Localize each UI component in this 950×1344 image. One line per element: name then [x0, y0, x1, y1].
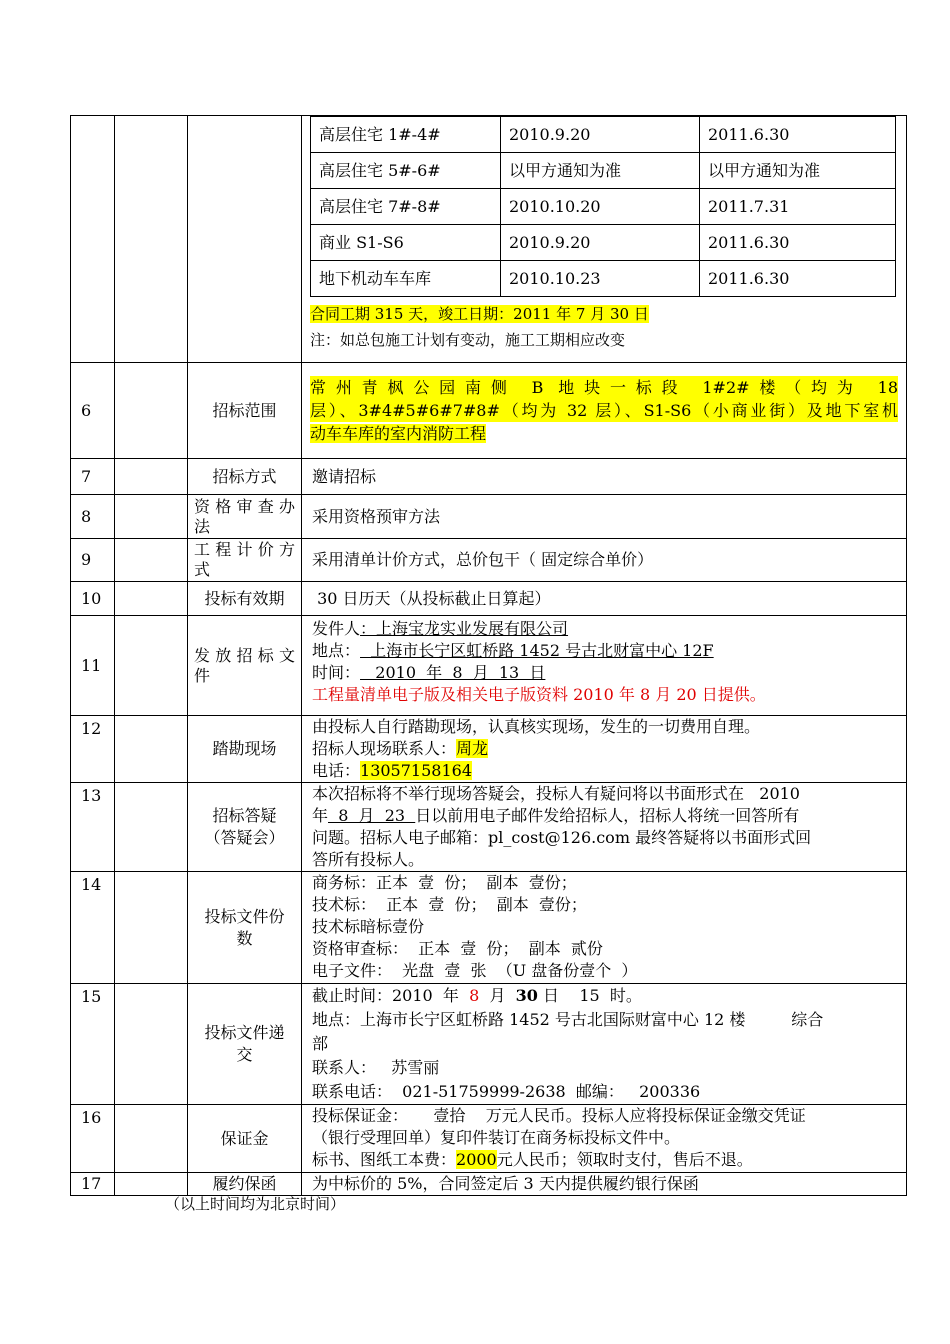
- blank-cell: [115, 495, 188, 539]
- row-label: [188, 872, 302, 984]
- building-name: 高层住宅 7#-8#: [311, 189, 501, 225]
- issuer-label: 发件人: [312, 619, 361, 638]
- row-deposit: [71, 1105, 907, 1173]
- label-line-1: 发放招标文: [194, 645, 295, 665]
- row-value: [302, 872, 907, 984]
- schedule-row-2: [311, 153, 896, 189]
- label-line-2: （答疑会）: [204, 828, 285, 847]
- row-label: 履约保函: [188, 1173, 302, 1196]
- row-number: 7: [71, 459, 115, 495]
- row-bid-method: [71, 459, 907, 495]
- building-name: 商业 S1-S6: [311, 225, 501, 261]
- label-line-2: 件: [194, 665, 211, 685]
- row-label: [188, 616, 302, 716]
- blank-cell: [115, 116, 188, 363]
- row-number: 16: [71, 1105, 115, 1173]
- row-site-visit: [71, 716, 907, 783]
- row-value: [302, 783, 907, 872]
- end-date: 2011.6.30: [700, 117, 896, 153]
- deposit-line-1: 投标保证金： 壹拾 万元人民币。投标人应将投标保证金缴交凭证: [312, 1106, 806, 1125]
- phone-label: 电话：: [312, 761, 361, 780]
- start-date: 2010.9.20: [501, 225, 700, 261]
- deadline-month: 8: [469, 986, 480, 1005]
- blank-cell: [115, 539, 188, 582]
- fee-amount: 2000: [456, 1150, 497, 1169]
- contact-phone: 13057158164: [360, 761, 472, 780]
- row-value: [302, 616, 907, 716]
- row-label: 踏勘现场: [188, 716, 302, 783]
- row-value: [302, 984, 907, 1105]
- start-date: 2010.10.23: [501, 261, 700, 297]
- num-cell: [71, 116, 115, 363]
- label-line-2: 法: [194, 516, 211, 536]
- row-number: 10: [71, 582, 115, 616]
- scope-line-2: 层）、3#4#5#6#7#8#（均为 32 层）、S1-S6（小商业街）及地下室机: [310, 401, 898, 420]
- start-date: 2010.10.20: [501, 189, 700, 225]
- row-value: 采用资格预审方法: [302, 495, 907, 539]
- blank-cell: [115, 582, 188, 616]
- blank-cell: [115, 872, 188, 984]
- site-visit-text: 由投标人自行踏勘现场，认真核实现场，发生的一切费用自理。: [312, 717, 761, 736]
- end-date: 以甲方通知为准: [700, 153, 896, 189]
- submission-contact: 联系人： 苏雪丽: [312, 1058, 440, 1077]
- copies-line: 技术标： 正本 壹 份； 副本 壹份；: [312, 895, 587, 914]
- row-label: [188, 539, 302, 582]
- row-value: [302, 716, 907, 783]
- bid-info-table: [70, 115, 907, 1196]
- blank-cell: [115, 783, 188, 872]
- row-bid-scope: [71, 363, 907, 459]
- label-line-1: 资格审查办: [194, 496, 295, 516]
- blank-cell: [115, 459, 188, 495]
- submission-address: 地点：上海市长宁区虹桥路 1452 号古北国际财富中心 12 楼 综合: [312, 1010, 824, 1029]
- row-value: 30 日历天（从投标截止日算起）: [302, 582, 907, 616]
- row-validity: [71, 582, 907, 616]
- row-value: [302, 363, 907, 459]
- label-line-1: 投标文件递: [204, 1023, 285, 1042]
- qa-date: 8 月 23: [328, 806, 416, 825]
- qa-line-2: 日以前用电子邮件发给招标人，招标人将统一回答所有: [415, 806, 800, 825]
- label-cell: [188, 116, 302, 363]
- row-copies: [71, 872, 907, 984]
- row-issue-docs: [71, 616, 907, 716]
- building-name: 地下机动车车库: [311, 261, 501, 297]
- schedule-row-4: [311, 225, 896, 261]
- label-line-2: 式: [194, 560, 211, 579]
- label-line-1: 投标文件份: [204, 906, 285, 926]
- deadline-text: 日 15 时。: [537, 986, 642, 1005]
- start-date: 2010.9.20: [501, 117, 700, 153]
- label-line-2: 交: [236, 1045, 253, 1064]
- row-number: 15: [71, 984, 115, 1105]
- row-value: 邀请招标: [302, 459, 907, 495]
- address-label: 地点：: [312, 641, 361, 660]
- row-label: 招标范围: [188, 363, 302, 459]
- building-name: 高层住宅 1#-4#: [311, 117, 501, 153]
- issuer-value: ：上海宝龙实业发展有限公司: [360, 619, 569, 638]
- row-pricing: [71, 539, 907, 582]
- building-name: 高层住宅 5#-6#: [311, 153, 501, 189]
- blank-cell: [115, 616, 188, 716]
- deposit-line-2: （银行受理回单）复印件装订在商务标投标文件中。: [312, 1128, 681, 1147]
- row-label: [188, 495, 302, 539]
- row-label: 保证金: [188, 1105, 302, 1173]
- row-number: 13: [71, 783, 115, 872]
- qa-year-label: 年: [312, 806, 329, 825]
- contact-name: 周龙: [456, 739, 489, 758]
- end-date: 2011.6.30: [700, 225, 896, 261]
- qa-line-4: 答所有投标人。: [312, 850, 425, 869]
- row-value: [302, 1105, 907, 1173]
- qa-line-1: 本次招标将不举行现场答疑会，投标人有疑问将以书面形式在 2010: [312, 784, 800, 803]
- schedule-cell: [302, 116, 907, 363]
- scope-line-3: 动车车库的室内消防工程: [310, 424, 487, 443]
- row-number: 8: [71, 495, 115, 539]
- row-number: 12: [71, 716, 115, 783]
- row-number: 9: [71, 539, 115, 582]
- qa-line-3: 问题。招标人电子邮箱：pl_cost@126.com 最终答疑将以书面形式回: [312, 828, 812, 847]
- schedule-table: [310, 116, 896, 297]
- row-label: 招标方式: [188, 459, 302, 495]
- row-qualification: [71, 495, 907, 539]
- address-value: 上海市长宁区虹桥路 1452 号古北财富中心 12F: [360, 641, 714, 660]
- schedule-row: [71, 116, 907, 363]
- time-value: 2010 年 8 月 13 日: [360, 663, 546, 682]
- fee-label: 标书、图纸工本费：: [312, 1150, 457, 1169]
- label-line-1: 工程计价方: [194, 540, 295, 559]
- end-date: 2011.6.30: [700, 261, 896, 297]
- label-line-2: 数: [236, 928, 253, 948]
- label-line-1: 招标答疑: [212, 806, 277, 825]
- footnote: （以上时间均为北京时间）: [165, 1195, 346, 1213]
- contact-label: 招标人现场联系人：: [312, 739, 457, 758]
- schedule-row-3: [311, 189, 896, 225]
- row-number: 17: [71, 1173, 115, 1196]
- schedule-row-1: [311, 117, 896, 153]
- row-label: 投标有效期: [188, 582, 302, 616]
- row-number: 6: [71, 363, 115, 459]
- blank-cell: [115, 984, 188, 1105]
- fee-text: 元人民币；领取时支付，售后不退。: [496, 1150, 753, 1169]
- blank-cell: [115, 1105, 188, 1173]
- row-number: 14: [71, 872, 115, 984]
- blank-cell: [115, 363, 188, 459]
- row-qa: [71, 783, 907, 872]
- row-submission: [71, 984, 907, 1105]
- end-date: 2011.7.31: [700, 189, 896, 225]
- deadline-text: 截止时间：2010 年: [312, 986, 470, 1005]
- bill-notice: 工程量清单电子版及相关电子版资料 2010 年 8 月 20 日提供。: [312, 685, 766, 704]
- copies-line: 电子文件： 光盘 壹 张 （U 盘备份壹个 ）: [312, 961, 638, 980]
- blank-cell: [115, 716, 188, 783]
- time-label: 时间：: [312, 663, 361, 682]
- scope-line-1: 常州青枫公园南侧 B 地块一标段 1#2#楼（均为 18: [310, 378, 898, 397]
- start-date: 以甲方通知为准: [501, 153, 700, 189]
- schedule-remark: 注：如总包施工计划有变动，施工工期相应改变: [310, 331, 626, 349]
- copies-line: 商务标：正本 壹 份； 副本 壹份；: [312, 873, 577, 892]
- submission-address-2: 部: [312, 1034, 329, 1053]
- copies-line: 技术标暗标壹份: [312, 917, 425, 936]
- submission-phone: 联系电话： 021-51759999-2638 邮编： 200336: [312, 1082, 701, 1101]
- deadline-text: 月: [479, 986, 516, 1005]
- copies-line: 资格审查标： 正本 壹 份； 副本 贰份: [312, 939, 603, 958]
- row-label: [188, 783, 302, 872]
- schedule-row-5: [311, 261, 896, 297]
- row-label: [188, 984, 302, 1105]
- duration-note: 合同工期 315 天，竣工日期：2011 年 7 月 30 日: [310, 305, 649, 323]
- row-value: 采用清单计价方式，总价包干（ 固定综合单价）: [302, 539, 907, 582]
- row-value: 为中标价的 5%，合同签定后 3 天内提供履约银行保函: [302, 1173, 907, 1196]
- deadline-day: 30: [515, 986, 538, 1005]
- row-number: 11: [71, 616, 115, 716]
